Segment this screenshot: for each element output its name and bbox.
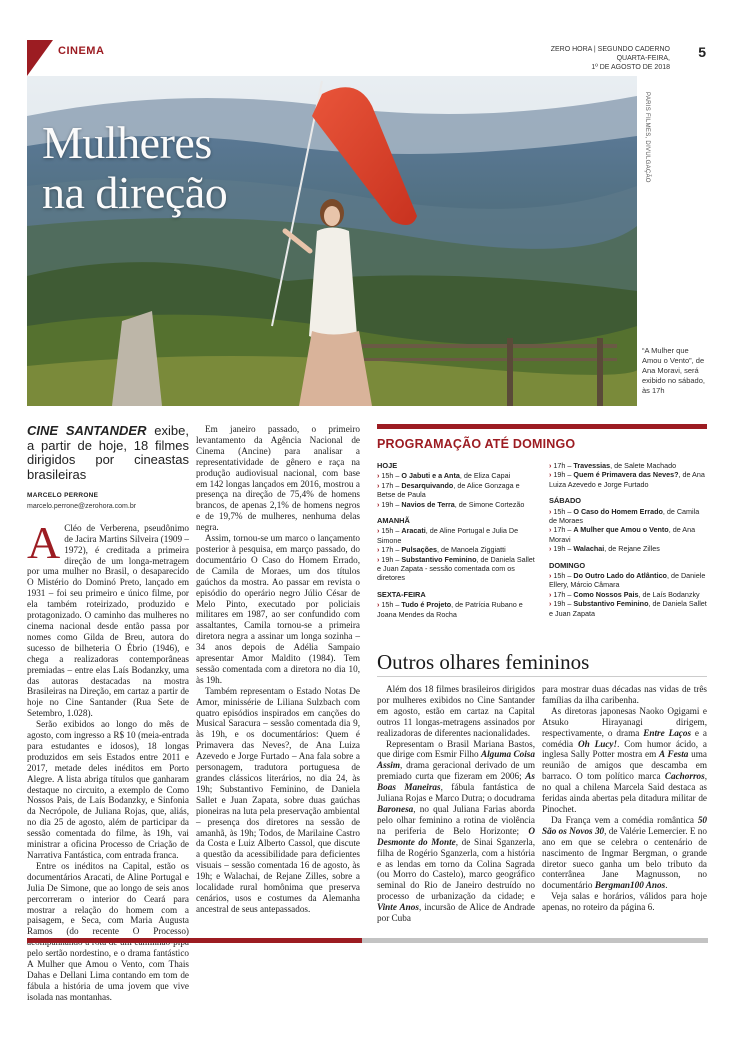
- text-run: , no qual Juliana Farias aborda pelo olhar feminino a rotina de violência na periferia de Belo Horizonte;: [377, 803, 535, 836]
- session-time: 17h –: [553, 589, 572, 599]
- session-time: 15h –: [381, 526, 400, 536]
- article-dek: [27, 424, 189, 482]
- schedule-column-left: [377, 461, 535, 619]
- session-time: 17h –: [381, 545, 400, 555]
- schedule-title: PROGRAMAÇÃO ATÉ DOMINGO: [377, 437, 576, 451]
- film-title: O Caso do Homem Errado: [573, 506, 663, 516]
- film-title: Vinte Anos: [377, 902, 419, 913]
- paragraph-3: Entre os inéditos na Capital, estão os documentários Aracati, de Aline Portugal e Julia De Simone, que ao longo de seis anos percorreram o interior do Ceará para mostrar a relação do homem com a paisagem, e Seca, com Maria Augusta Ramos (do recente O Processo) pelo sertão nordestino, e o drama fantástico A Mulher que Amou o Vento, com Thais Dahas e Dellani Lima contando em tom de fábula a história de uma jovem que vive isolada nas montanhas.: [27, 860, 189, 1002]
- text-run: , fábula fantástica de Juliana Rojas e Marco Dutra; o docudrama: [377, 782, 536, 804]
- schedule-entry: [549, 571, 707, 590]
- film-title: Cachorros: [664, 771, 705, 782]
- text-run: As diretoras japonesas Naoko Ogigami e Atsuko Hirayanagi dirigem, respectivamente, o drama: [542, 705, 707, 738]
- text-run: .: [665, 880, 668, 891]
- dek-bold: CINE SANTANDER: [27, 423, 147, 438]
- arrow-icon: ›: [377, 545, 382, 555]
- schedule-day: SÁBADO: [549, 496, 582, 506]
- page-number: 5: [698, 44, 706, 60]
- arrow-icon: ›: [377, 526, 382, 536]
- article-column-2: [196, 424, 360, 915]
- film-title: O Jabuti e a Anta: [401, 471, 460, 481]
- text-run: , incursão de Alice de Andrade por Cuba: [377, 902, 535, 924]
- paper-name: ZERO HORA: [550, 46, 592, 53]
- paragraph-1-text: Cléo de Verberena, pseudônimo de Jacira Martins Silveira (1909 – 1972), é creditada a primeira direção de um longa-metragem por uma mulher no Brasil, o desaparecido O Mistério do Dominó Preto, lançado em 1931 – foi seu primeiro e único filme, por ela também roteirizado, produzido e protagonizado. O caminho das mulheres no cinema nacional desde então passa por nomes como Gilda de Breu, autora do sucesso de bilheteria O Ébrio (1946), e chega a realizadoras contemporâneas premiadas – entre elas Laís Bodanzky, uma das autoras destacadas na mostra Brasileiras na Direção, em cartaz a partir de hoje no Cine Santander (Rua Sete de Setembro, 1.028).: [27, 522, 189, 719]
- film-title: Baronesa: [377, 803, 414, 814]
- author-name: MARCELO PERRONE: [27, 492, 99, 499]
- footer-bar-accent: [27, 938, 362, 943]
- text-run: uma reunião de amigos que descamba em barraco. O tom político marca: [542, 749, 707, 782]
- photo-caption: “A Mulher que Amou o Vento”, de Ana Moravi, será exibido no sábado, às 17h: [642, 346, 705, 395]
- schedule-box: [377, 424, 707, 619]
- article-column-1: [27, 424, 189, 1003]
- session-time: 15h –: [381, 471, 400, 481]
- schedule-day: AMANHÃ: [377, 516, 410, 526]
- film-title: O Desmonte do Monte: [377, 825, 535, 847]
- paragraph-5: Assim, tornou-se um marco o lançamento posterior à pesquisa, em março passado, do documentário O Caso do Homem Errado, de Camila de Moraes, um dos títulos gaúchos da mostra. Ao passar em revista o episódio do operário negro Júlio César de Melo Pinto, executado por policiais militares em 1987, ao ser confundido com assaltantes, Camila tornou-se a primeira diretora negra a assinar um longa sozinha – 34 anos depois de Adélia Sampaio apresentar Amor Maldito (1984). Tem sessão comentada com a diretora no dia 10, às 19h.: [196, 533, 360, 685]
- film-title: Travessias: [573, 461, 611, 470]
- film-title: A Mulher que Amou o Vento: [573, 525, 669, 535]
- second-paragraph-3: [542, 706, 707, 815]
- film-credit: , de Camila de Moraes: [549, 506, 700, 526]
- session-time: 19h –: [553, 470, 572, 480]
- session-time: 15h –: [553, 571, 572, 581]
- schedule-entry: [549, 461, 707, 470]
- film-title: Como Nossos Pais: [573, 589, 639, 599]
- text-run: , drama geracional derivado de um premiado curta que fizeram em 2006;: [377, 760, 535, 782]
- film-credit: , de Rejane Zilles: [604, 544, 660, 554]
- schedule-day: HOJE: [377, 461, 398, 470]
- film-title: Bergman100 Anos: [594, 880, 666, 891]
- second-article-column-2: [542, 684, 707, 913]
- arrow-icon: ›: [377, 600, 382, 610]
- film-title: Quem é Primavera das Neves?: [573, 470, 679, 480]
- schedule-day: SEXTA-FEIRA: [377, 589, 426, 599]
- session-time: 19h –: [381, 499, 400, 509]
- film-title: Navios de Terra: [401, 499, 455, 509]
- schedule-entry: [549, 544, 707, 553]
- arrow-icon: ›: [377, 554, 382, 564]
- second-paragraph-4: [542, 815, 707, 891]
- text-run: e a comédia: [542, 727, 707, 749]
- text-run: , de Valérie Lemercier. E no ano em que se celebra o centenário de nascimento de Ingmar Bergman, o grande diretor sueco ganha um belo tributo da conterrânea Jane Magnusson, no documentário: [542, 825, 707, 891]
- film-credit: , de Ana Moravi: [549, 525, 696, 544]
- film-title: Tudo é Projeto: [401, 600, 452, 610]
- session-time: 19h –: [553, 599, 572, 609]
- film-title: Oh Lucy!: [578, 738, 618, 749]
- text-run: Representam o Brasil Mariana Bastos, que dirige com Esmir Filho: [377, 738, 535, 760]
- film-credit: , de Daniela Sallet e Juan Zapata - sessão comentada com os diretores: [377, 554, 535, 583]
- paragraph-2: Serão exibidos ao longo do mês de agosto, com ingresso a R$ 10 (meia-entrada para estudantes e idosos), 18 longas produzidos em seis Estados entre 2011 e 2017, metade deles inéditos em Porto Alegre. A lista abriga títulos que ganharam destaque no circuito, a exemplo de Como Nossos Pais, de Laís Bodanzky, e Sinfonia da Necrópole, de Juliana Rojas, que, aliás, no dia 25 de agosto, além de participar da sessão comentada do filme, às 19h, vai ministrar a oficina Processo de Criação de Narrativa Fantástica, com entrada franca.: [27, 719, 189, 860]
- schedule-entry: [377, 555, 535, 583]
- film-title: A Festa: [659, 749, 689, 760]
- weekday: QUARTA-FEIRA,: [616, 55, 670, 62]
- film-credit: , de Alice Gonzaga e Betse de Paula: [377, 480, 520, 500]
- paragraph-4: Em janeiro passado, o primeiro levantamento da Agência Nacional de Cinema (Ancine) para analisar a representatividade de gênero e raça na produção audiovisual nacional, com base em 142 longas lançados em 2016, mostrou a presença na direção de 75,4% de homens brancos, de apenas 2,1% de homens negros e de 19,7% de mulheres, nenhuma delas negra.: [196, 424, 360, 533]
- film-title: Substantivo Feminino: [401, 554, 477, 564]
- film-credit: , de Eliza Capai: [459, 471, 511, 481]
- film-title: Aracati: [401, 526, 426, 536]
- drop-cap: A: [27, 516, 61, 568]
- arrow-icon: ›: [549, 506, 554, 516]
- schedule-entry: [549, 470, 707, 489]
- arrow-icon: ›: [549, 589, 554, 599]
- schedule-rule: [377, 424, 707, 429]
- second-article-rule: [377, 676, 707, 677]
- film-credit: , de Laís Bodanzky: [638, 589, 700, 599]
- film-credit: , de Daniela Sallet e Juan Zapata: [549, 599, 707, 618]
- date: 1º DE AGOSTO DE 2018: [591, 64, 670, 71]
- film-title: Pulsações: [401, 545, 437, 555]
- session-time: 17h –: [553, 461, 572, 470]
- schedule-entry: [377, 600, 535, 619]
- film-title: As Boas Maneiras: [377, 771, 535, 793]
- session-time: 15h –: [553, 506, 572, 516]
- session-time: 19h –: [381, 554, 400, 564]
- film-credit: , de Patrícia Rubano e Joana Mendes da Rocha: [377, 600, 523, 619]
- schedule-entry: [549, 507, 707, 526]
- film-title: Walachai: [573, 544, 605, 554]
- arrow-icon: ›: [549, 461, 554, 470]
- arrow-icon: ›: [377, 471, 382, 481]
- film-credit: , de Ana Luiza Azevedo e Jorge Furtado: [549, 470, 705, 489]
- film-title: Alguma Coisa Assim: [377, 749, 535, 771]
- second-article-column-1: [377, 684, 535, 924]
- text-run: , de Sinai Sganzerla, filha de Rogério Sganzerla, com a história e as lendas em torno da Colina Sagrada (ou Morro do Castelo), marco geográfico seminal do Rio de Janeiro destruído no processo de urbanização da cidade; e: [377, 836, 536, 902]
- film-credit: , de Simone Cortezão: [454, 499, 525, 509]
- second-paragraph-continued: para mostrar duas décadas nas vidas de três famílias da ilha caribenha.: [542, 684, 707, 705]
- film-title: Substantivo Feminino: [573, 599, 649, 609]
- edition-name: SEGUNDO CADERNO: [597, 46, 670, 53]
- film-credit: , de Manoela Ziggiatti: [436, 545, 506, 555]
- arrow-icon: ›: [377, 480, 382, 490]
- film-title: 50 São os Novos 30: [542, 814, 707, 836]
- film-title: Desarquivando: [401, 480, 454, 490]
- schedule-entry: [549, 525, 707, 544]
- second-paragraph-5: Veja salas e horários, válidos para hoje apenas, no roteiro da página 6.: [542, 891, 707, 913]
- section-label: CINEMA: [58, 45, 105, 57]
- schedule-entry: [377, 471, 535, 480]
- footer-bar-gray: [362, 938, 708, 943]
- arrow-icon: ›: [549, 544, 554, 554]
- film-title: Entre Laços: [643, 727, 692, 738]
- paragraph-1: [27, 516, 189, 719]
- second-article-title: Outros olhares femininos: [377, 650, 590, 674]
- film-credit: , de Salete Machado: [610, 461, 677, 470]
- arrow-icon: ›: [377, 499, 382, 509]
- session-time: 19h –: [553, 544, 572, 554]
- arrow-icon: ›: [549, 599, 554, 609]
- film-credit: , de Aline Portugal e Julia De Simone: [377, 526, 519, 545]
- second-paragraph-1: Além dos 18 filmes brasileiros dirigidos por mulheres exibidos no Cine Santander em agosto, estão em cartaz na Capital outros 11 longas-metragens assinados por realizadoras de diferentes nacionalidades.: [377, 684, 535, 738]
- headline-line-1: Mulheres: [42, 117, 212, 168]
- schedule-entry: [377, 526, 535, 545]
- session-time: 17h –: [381, 480, 400, 490]
- schedule-entry: [377, 481, 535, 500]
- photo-credit: PARIS FILMES, DIVULGAÇÃO: [644, 92, 650, 183]
- text-run: Da França vem a comédia romântica: [551, 814, 698, 825]
- headline: [42, 118, 227, 218]
- schedule-entry: [549, 590, 707, 599]
- session-time: 17h –: [553, 525, 572, 535]
- schedule-entry: [377, 500, 535, 509]
- schedule-entry: [549, 599, 707, 618]
- paragraph-6: Também representam o Estado Notas De Amor, minissérie de Liliana Sulzbach com quatro episódios inspirados em canções do Musical Saracura – sessão comentada dia 9, às 19h, e os documentários: Quem é Primavera das Neves?, de Ana Luiza Azevedo e Jorge Furtado – Ana fala sobre a personagem, tradutora portuguesa de grandes clássicos literários, no dia 24, às 19h; Substantivo Feminino, de Daniela Sallet e Juan Zapata, sobre duas gaúchas pioneiras na luta pela preservação ambiental – presença dos diretores na sessão de amanhã, às 19h; Todos, de Marilaine Castro da Costa e Luiz Alberto Cassol, que discute a questão da acessibilidade para deficientes visuais – sessão comentada 16 de agosto, às 19h; e Walachai, de Rejane Zilles, sobre a localidade rural homônima que preserva cenários, usos e costumes da Alemanha ancestral de seus antepassados.: [196, 685, 360, 914]
- film-credit: , de Daniele Ellery, Márcio Câmara: [549, 571, 706, 590]
- session-time: 15h –: [381, 600, 400, 610]
- film-title: Do Outro Lado do Atlântico: [573, 571, 667, 581]
- text-run: . Com humor ácido, a inglesa Sally Potter mostra em: [542, 738, 707, 760]
- arrow-icon: ›: [549, 470, 554, 480]
- author-email[interactable]: marcelo.perrone@zerohora.com.br: [27, 502, 137, 510]
- arrow-icon: ›: [549, 571, 554, 581]
- schedule-entry: [377, 545, 535, 554]
- dek-text: exibe, a partir de hoje, 18 filmes dirigidos por cineastas brasileiras: [27, 423, 189, 482]
- arrow-icon: ›: [549, 525, 554, 535]
- headline-line-2: na direção: [42, 167, 228, 218]
- section-flag: [27, 40, 53, 76]
- schedule-column-right: [549, 461, 707, 619]
- masthead: ZERO HORA | SEGUNDO CADERNO QUARTA-FEIRA, 1º DE AGOSTO DE 2018: [550, 46, 670, 71]
- text-run: , no qual a chilena Marcela Said destaca as feridas ainda abertas pela ditadura militar de Pinochet.: [542, 771, 707, 814]
- second-paragraph-2: [377, 739, 535, 924]
- schedule-day: DOMINGO: [549, 560, 586, 570]
